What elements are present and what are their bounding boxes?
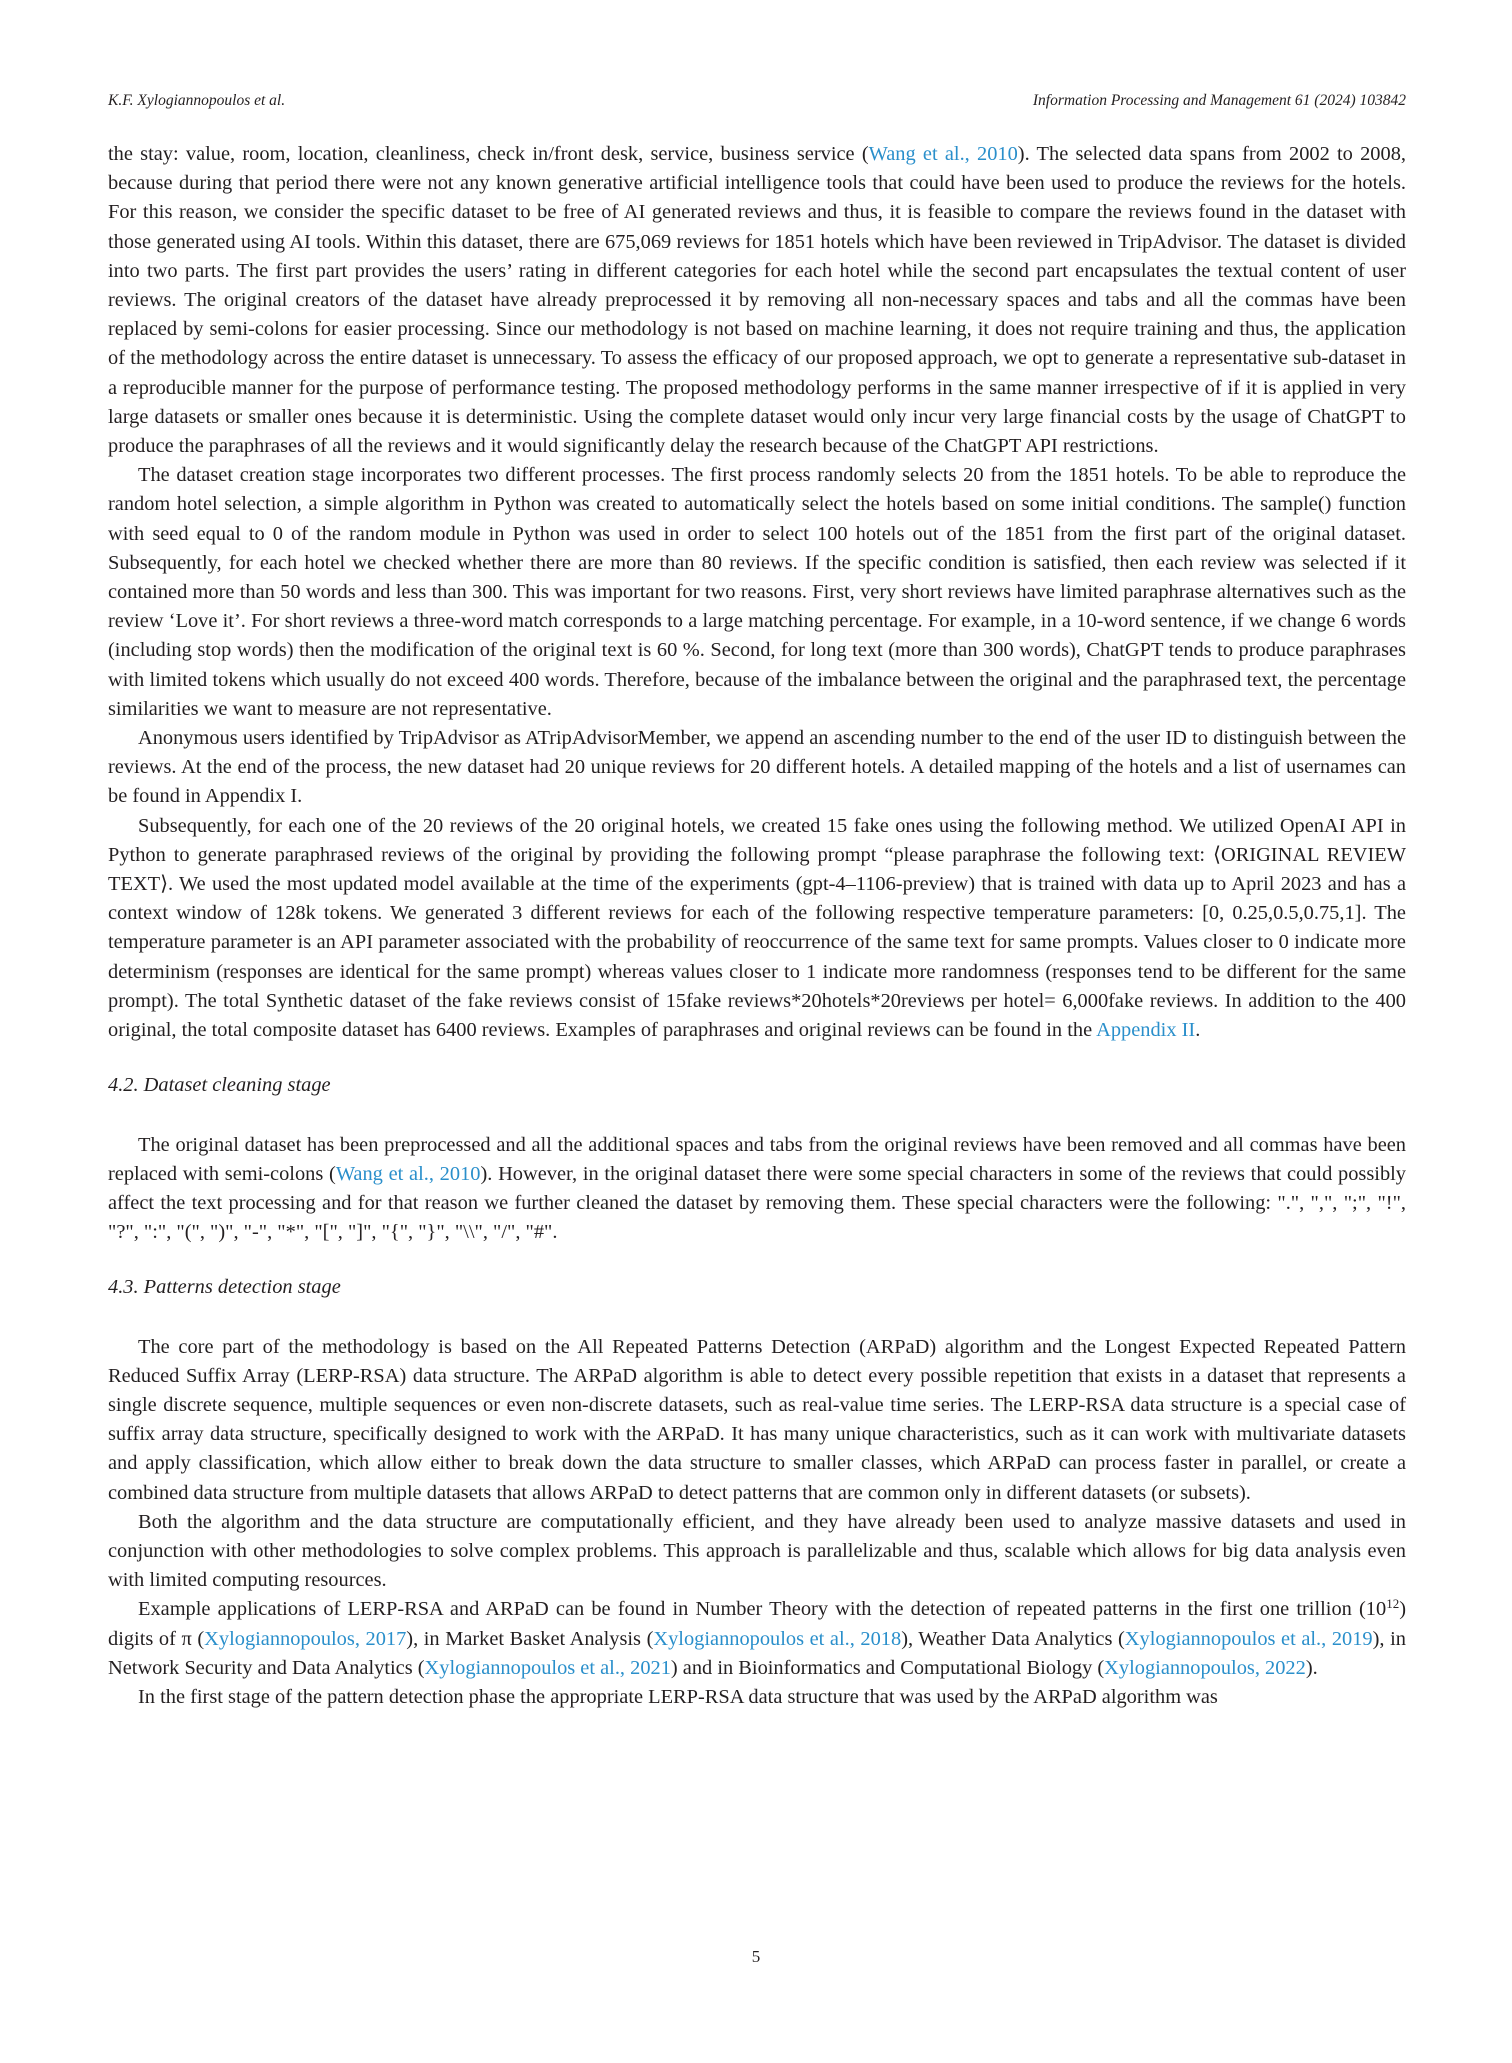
text-run: The original dataset has been preprocessed and all the additional spaces and tabs from the original reviews have been removed and all commas have been replaced with semi-colons ( xyxy=(108,1133,1406,1185)
citation-link[interactable]: Xylogiannopoulos et al., 2019 xyxy=(1124,1627,1373,1650)
citation-link[interactable]: Xylogiannopoulos, 2022 xyxy=(1104,1656,1306,1679)
header-journal: Information Processing and Management 61 (2024) 103842 xyxy=(1032,92,1406,109)
text-run: . xyxy=(1195,1019,1201,1042)
citation-link[interactable]: Xylogiannopoulos et al., 2021 xyxy=(424,1656,671,1679)
paragraph: In the first stage of the pattern detection phase the appropriate LERP-RSA data structure that was used by the ARPaD algorithm was xyxy=(138,1685,1218,1708)
body-text xyxy=(108,140,1406,1712)
section-heading: 4.2. Dataset cleaning stage xyxy=(108,1074,331,1097)
text-run: ), Weather Data Analytics ( xyxy=(901,1627,1125,1650)
paragraph: Both the algorithm and the data structure are computationally efficient, and they have already been used to analyze massive datasets and used in conjunction with other methodologies to solve complex problems. This approach is parallelizable and thus, scalable which allows for big data analysis even with limited computing resources. xyxy=(108,1510,1406,1592)
text-run: ). xyxy=(1305,1656,1318,1679)
text-run: ) digits of π ( xyxy=(108,1598,1406,1650)
page-number: 5 xyxy=(751,1947,761,1966)
text-run: Example applications of LERP-RSA and ARPaD can be found in Number Theory with the detection of repeated patterns in the first one trillion (10 xyxy=(138,1598,1387,1621)
header-authors: K.F. Xylogiannopoulos et al. xyxy=(108,92,286,109)
paragraph: The core part of the methodology is based on the All Repeated Patterns Detection (ARPaD) algorithm and the Longest Expected Repeated Pattern Reduced Suffix Array (LERP-RSA) data structure. The ARPaD algorithm is able to detect every possible repetition that exists in a dataset that represents a single discrete sequence, multiple sequences or even non-discrete datasets, such as real-value time series. The LERP-RSA data structure is a special case of suffix array data structure, specifically designed to work with the ARPaD. It has many unique characteristics, such as it can work with multivariate datasets and apply classification, which allow either to break down the data structure to smaller classes, which ARPaD can process faster in parallel, or create a combined data structure from multiple datasets that allows ARPaD to detect patterns that are common only in different datasets (or subsets). xyxy=(108,1335,1406,1504)
citation-link[interactable]: Xylogiannopoulos et al., 2018 xyxy=(653,1627,902,1650)
text-run: ). However, in the original dataset there were some special characters in some of the reviews that could possibly affect the text processing and for that reason we further cleaned the dataset by removing them. These special characters were the following: ".", ",", ";", "!", "?", ":", "(", ")", "-", "*", "[", "]", "{", "}", "\\", "/", "#". xyxy=(108,1162,1406,1244)
text-run: ) and in Bioinformatics and Computational Biology ( xyxy=(670,1656,1105,1679)
paragraph: The dataset creation stage incorporates two different processes. The first process randomly selects 20 from the 1851 hotels. To be able to reproduce the random hotel selection, a simple algorithm in Python was created to automatically select the hotels based on some initial conditions. The sample() function with seed equal to 0 of the random module in Python was used in order to select 100 hotels out of the 1851 from the first part of the original dataset. Subsequently, for each hotel we checked whether there are more than 80 reviews. If the specific condition is satisfied, then each review was selected if it contained more than 50 words and less than 300. This was important for two reasons. First, very short reviews have limited paraphrase alternatives such as the review ‘Love it’. For short reviews a three-word match corresponds to a large matching percentage. For example, in a 10-word sentence, if we change 6 words (including stop words) then the modification of the original text is 60 %. Second, for long text (more than 300 words), ChatGPT tends to produce paraphrases with limited tokens which usually do not exceed 400 words. Therefore, because of the imbalance between the original and the paraphrased text, the percentage similarities we want to measure are not representative. xyxy=(108,464,1406,720)
paragraph xyxy=(108,812,1406,1046)
text-run: ). The selected data spans from 2002 to 2008, because during that period there were not any known generative artificial intelligence tools that could have been used to produce the reviews for the hotels. For this reason, we consider the specific dataset to be free of AI generated reviews and thus, it is feasible to compare the reviews found in the dataset with those generated using AI tools. Within this dataset, there are 675,069 reviews for 1851 hotels which have been reviewed in TripAdvisor. The dataset is divided into two parts. The first part provides the users’ rating in different categories for each hotel while the second part encapsulates the textual content of user reviews. The original creators of the dataset have already preprocessed it by removing all non-necessary spaces and tabs and all the commas have been replaced by semi-colons for easier processing. Since our methodology is not based on machine learning, it does not require training and thus, the application of the methodology across the entire dataset is unnecessary. To assess the efficacy of our proposed approach, we opt to generate a representative sub-dataset in a reproducible manner for the purpose of performance testing. The proposed methodology performs in the same manner irrespective of if it is applied in very large datasets or smaller ones because it is deterministic. Using the complete dataset would only incur very large financial costs by the usage of ChatGPT to produce the paraphrases of all the reviews and it would significantly delay the research because of the ChatGPT API restrictions. xyxy=(108,143,1406,458)
text-run: ), in Market Basket Analysis ( xyxy=(406,1627,654,1650)
section-heading: 4.3. Patterns detection stage xyxy=(108,1276,341,1299)
paragraph xyxy=(108,140,1406,461)
paragraph: Anonymous users identified by TripAdvisor as ATripAdvisorMember, we append an ascending number to the end of the user ID to distinguish between the reviews. At the end of the process, the new dataset had 20 unique reviews for 20 different hotels. A detailed mapping of the hotels and a list of usernames can be found in Appendix I. xyxy=(108,727,1406,808)
text-run: the stay: value, room, location, cleanliness, check in/front desk, service, business service ( xyxy=(108,143,869,165)
text-run: Subsequently, for each one of the 20 reviews of the 20 original hotels, we created 15 fake ones using the following method. We utilized OpenAI API in Python to generate paraphrased reviews of the original by providing the following prompt “please paraphrase the following text: ⟨ORIGINAL REVIEW TEXT⟩. We used the most updated model available at the time of the experiments (gpt-4–1106-preview) that is trained with data up to April 2023 and has a context window of 128k tokens. We generated 3 different reviews for each of the following respective temperature parameters: [0, 0.25,0.5,0.75,1]. The temperature parameter is an API parameter associated with the probability of reoccurrence of the same text for same prompts. Values closer to 0 indicate more determinism (responses are identical for the same prompt) whereas values closer to 1 indicate more randomness (responses tend to be different for the same prompt). The total Synthetic dataset of the fake reviews consist of 15fake reviews*20hotels*20reviews per hotel= 6,000fake reviews. In addition to the 400 original, the total composite dataset has 6400 reviews. Examples of paraphrases and original reviews can be found in the xyxy=(108,814,1406,1042)
citation-link[interactable]: Appendix II xyxy=(1096,1019,1196,1042)
citation-link[interactable]: Wang et al., 2010 xyxy=(868,143,1018,165)
paragraph xyxy=(108,1131,1406,1248)
citation-link[interactable]: Xylogiannopoulos, 2017 xyxy=(204,1627,407,1650)
citation-link[interactable]: Wang et al., 2010 xyxy=(335,1162,481,1185)
paragraph xyxy=(108,1595,1406,1683)
superscript: 12 xyxy=(1386,1596,1400,1612)
text-run: ), in Network Security and Data Analytics ( xyxy=(108,1627,1406,1679)
